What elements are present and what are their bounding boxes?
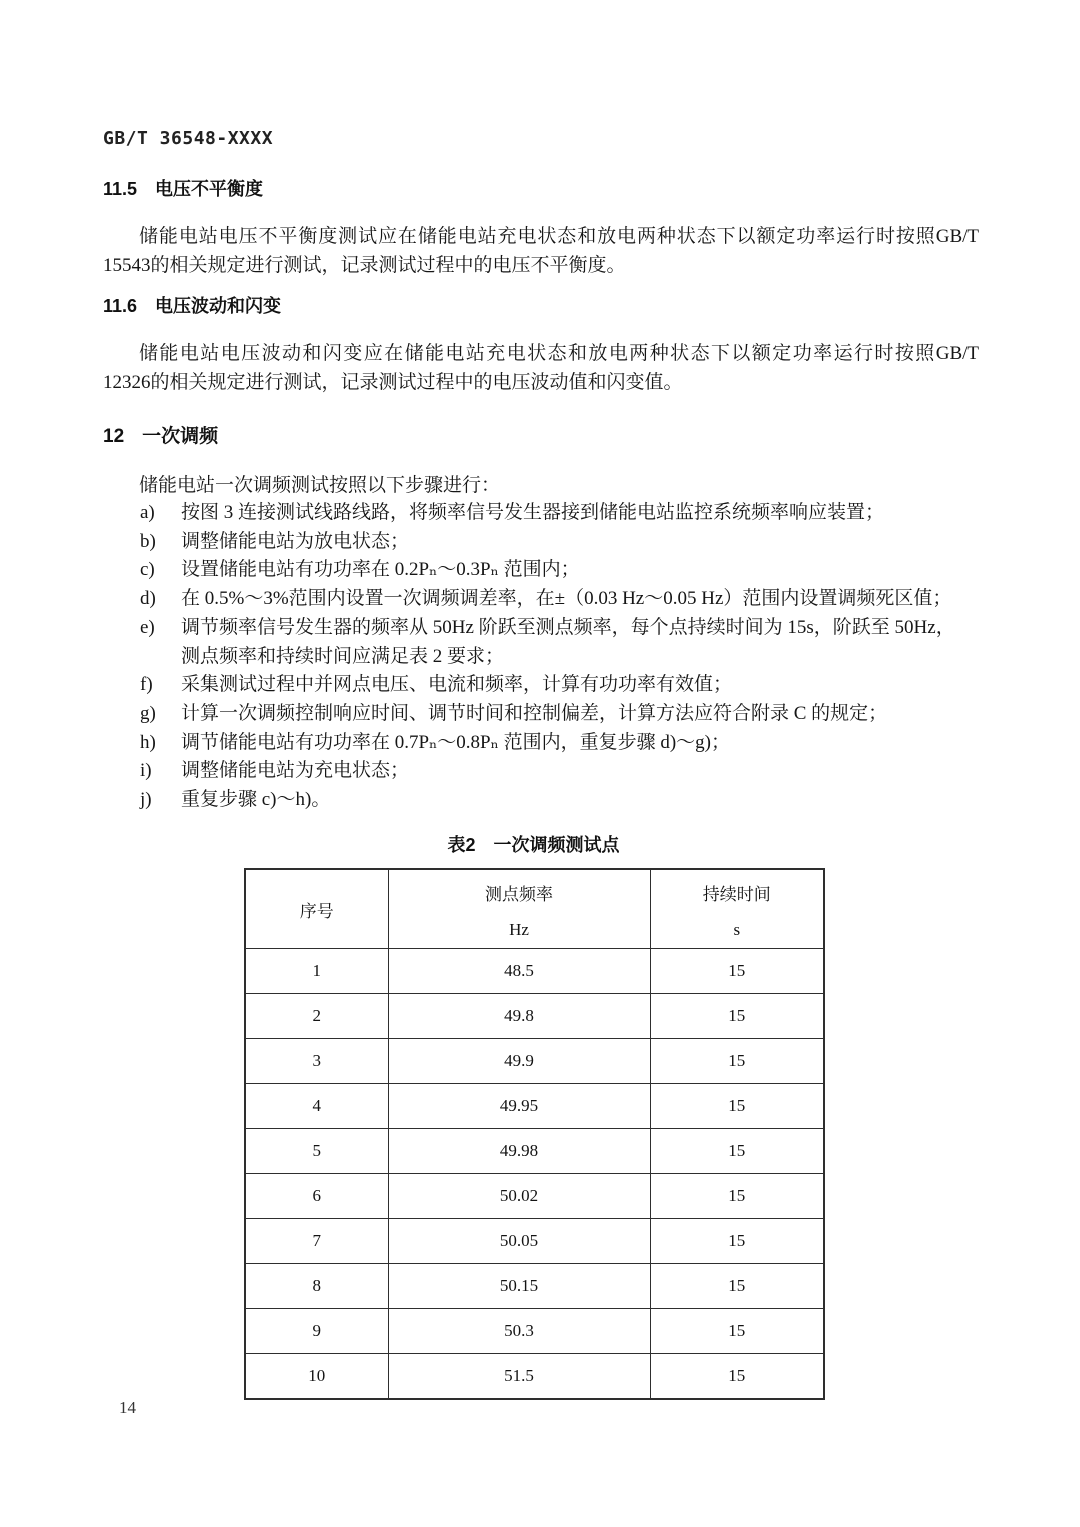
doc-number: GB/T 36548-XXXX bbox=[103, 128, 274, 149]
cell-duration: 15 bbox=[650, 1084, 824, 1129]
step-label: g) bbox=[140, 702, 156, 724]
table-row bbox=[245, 994, 824, 1039]
step-text-line: 测点频率和持续时间应满足表 2 要求； bbox=[181, 645, 505, 667]
paragraph-line: 15543的相关规定进行测试，记录测试过程中的电压不平衡度。 bbox=[103, 255, 626, 276]
step-item-g bbox=[140, 700, 986, 729]
step-item-f bbox=[140, 671, 986, 700]
chapter-title: 一次调频 bbox=[142, 426, 219, 447]
step-text: 重复步骤 c)～h)。 bbox=[181, 789, 331, 811]
table-row bbox=[245, 1174, 824, 1219]
chapter-number: 12 bbox=[103, 426, 125, 447]
cell-frequency: 50.02 bbox=[388, 1174, 650, 1219]
duration-header-stack bbox=[651, 880, 824, 940]
duration-header-unit: s bbox=[733, 920, 741, 939]
cell-frequency: 50.3 bbox=[388, 1309, 650, 1354]
paragraph-line: 储能电站电压波动和闪变应在储能电站充电状态和放电两种状态下以额定功率运行时按照GB/T bbox=[139, 343, 979, 364]
section-title: 电压波动和闪变 bbox=[155, 296, 282, 316]
step-item-c bbox=[140, 556, 986, 585]
cell-duration: 15 bbox=[650, 1309, 824, 1354]
cell-no: 10 bbox=[245, 1354, 388, 1400]
cell-no: 5 bbox=[245, 1129, 388, 1174]
section-11-5-paragraph bbox=[103, 222, 979, 280]
step-text: 按图 3 连接测试线路线路，将频率信号发生器接到储能电站监控系统频率响应装置； bbox=[181, 502, 885, 523]
table-caption: 表2 一次调频测试点 bbox=[447, 835, 620, 855]
cell-duration: 15 bbox=[650, 994, 824, 1039]
cell-duration: 15 bbox=[650, 1129, 824, 1174]
step-item-j bbox=[140, 786, 986, 815]
frequency-header-stack bbox=[389, 880, 650, 940]
cell-frequency: 51.5 bbox=[388, 1354, 650, 1400]
table-header-row bbox=[245, 869, 824, 949]
cell-no: 1 bbox=[245, 949, 388, 994]
step-text: 在 0.5%～3%范围内设置一次调频调差率，在±（0.03 Hz～0.05 Hz）范围内设置调频死区值； bbox=[181, 588, 952, 610]
table-row bbox=[245, 949, 824, 994]
cell-frequency: 50.15 bbox=[388, 1264, 650, 1309]
step-text: 调节储能电站有功功率在 0.7Pₙ～0.8Pₙ 范围内，重复步骤 d)～g)； bbox=[181, 731, 730, 753]
section-11-6-heading bbox=[103, 292, 281, 318]
table-row bbox=[245, 1264, 824, 1309]
table-row bbox=[245, 1084, 824, 1129]
table-row bbox=[245, 1219, 824, 1264]
step-label: d) bbox=[140, 588, 156, 610]
section-11-6-paragraph bbox=[103, 339, 979, 397]
paragraph-line: 12326的相关规定进行测试，记录测试过程中的电压波动值和闪变值。 bbox=[103, 372, 683, 393]
step-label: j) bbox=[140, 789, 152, 811]
cell-duration: 15 bbox=[650, 1174, 824, 1219]
step-label: b) bbox=[140, 530, 156, 552]
cell-no: 9 bbox=[245, 1309, 388, 1354]
test-points-table bbox=[244, 868, 825, 1400]
cell-duration: 15 bbox=[650, 1039, 824, 1084]
paragraph-line: 储能电站电压不平衡度测试应在储能电站充电状态和放电两种状态下以额定功率运行时按照GB/T bbox=[139, 226, 979, 247]
cell-duration: 15 bbox=[650, 949, 824, 994]
steps-intro: 储能电站一次调频测试按照以下步骤进行： bbox=[139, 475, 501, 496]
cell-no: 4 bbox=[245, 1084, 388, 1129]
step-label: e) bbox=[140, 616, 155, 638]
step-label: c) bbox=[140, 559, 155, 581]
section-11-5-heading bbox=[103, 175, 263, 201]
table-row bbox=[245, 1039, 824, 1084]
col-header-index: 序号 bbox=[245, 869, 388, 949]
step-item-b bbox=[140, 528, 986, 557]
section-number: 11.6 bbox=[103, 296, 138, 316]
cell-frequency: 49.8 bbox=[388, 994, 650, 1039]
page-number: 14 bbox=[119, 1398, 136, 1417]
chapter-12-heading bbox=[103, 421, 218, 448]
cell-no: 8 bbox=[245, 1264, 388, 1309]
step-text: 采集测试过程中并网点电压、电流和频率，计算有功功率有效值； bbox=[181, 674, 733, 696]
step-text: 设置储能电站有功功率在 0.2Pₙ～0.3Pₙ 范围内； bbox=[181, 559, 580, 581]
duration-header-title: 持续时间 bbox=[702, 885, 771, 904]
step-item-e bbox=[140, 614, 986, 671]
step-text: 调整储能电站为充电状态； bbox=[181, 760, 410, 782]
step-label: a) bbox=[140, 502, 155, 523]
cell-duration: 15 bbox=[650, 1219, 824, 1264]
cell-frequency: 48.5 bbox=[388, 949, 650, 994]
table-row bbox=[245, 1309, 824, 1354]
cell-duration: 15 bbox=[650, 1264, 824, 1309]
col-header-frequency bbox=[388, 869, 650, 949]
table-row bbox=[245, 1129, 824, 1174]
cell-no: 3 bbox=[245, 1039, 388, 1084]
frequency-header-title: 测点频率 bbox=[485, 885, 553, 904]
step-item-i bbox=[140, 757, 986, 786]
cell-duration: 15 bbox=[650, 1354, 824, 1400]
col-header-duration bbox=[650, 869, 824, 949]
table-row bbox=[245, 1354, 824, 1400]
cell-no: 7 bbox=[245, 1219, 388, 1264]
step-text: 调整储能电站为放电状态； bbox=[181, 530, 410, 552]
cell-frequency: 49.95 bbox=[388, 1084, 650, 1129]
step-label: i) bbox=[140, 760, 152, 782]
step-item-d bbox=[140, 585, 986, 614]
step-item-h bbox=[140, 729, 986, 758]
cell-frequency: 49.98 bbox=[388, 1129, 650, 1174]
section-title: 电压不平衡度 bbox=[155, 179, 264, 199]
cell-frequency: 49.9 bbox=[388, 1039, 650, 1084]
step-text-line: 调节频率信号发生器的频率从 50Hz 阶跃至测点频率，每个点持续时间为 15s，阶跃至 50Hz， bbox=[181, 616, 955, 638]
section-number: 11.5 bbox=[103, 179, 138, 199]
steps-list bbox=[140, 499, 986, 815]
cell-no: 6 bbox=[245, 1174, 388, 1219]
cell-frequency: 50.05 bbox=[388, 1219, 650, 1264]
step-text bbox=[181, 614, 986, 671]
frequency-header-unit: Hz bbox=[509, 920, 529, 939]
cell-no: 2 bbox=[245, 994, 388, 1039]
step-label: h) bbox=[140, 731, 156, 753]
step-item-a bbox=[140, 499, 986, 528]
step-label: f) bbox=[140, 674, 153, 696]
step-text: 计算一次调频控制响应时间、调节时间和控制偏差，计算方法应符合附录 C 的规定； bbox=[181, 702, 888, 724]
